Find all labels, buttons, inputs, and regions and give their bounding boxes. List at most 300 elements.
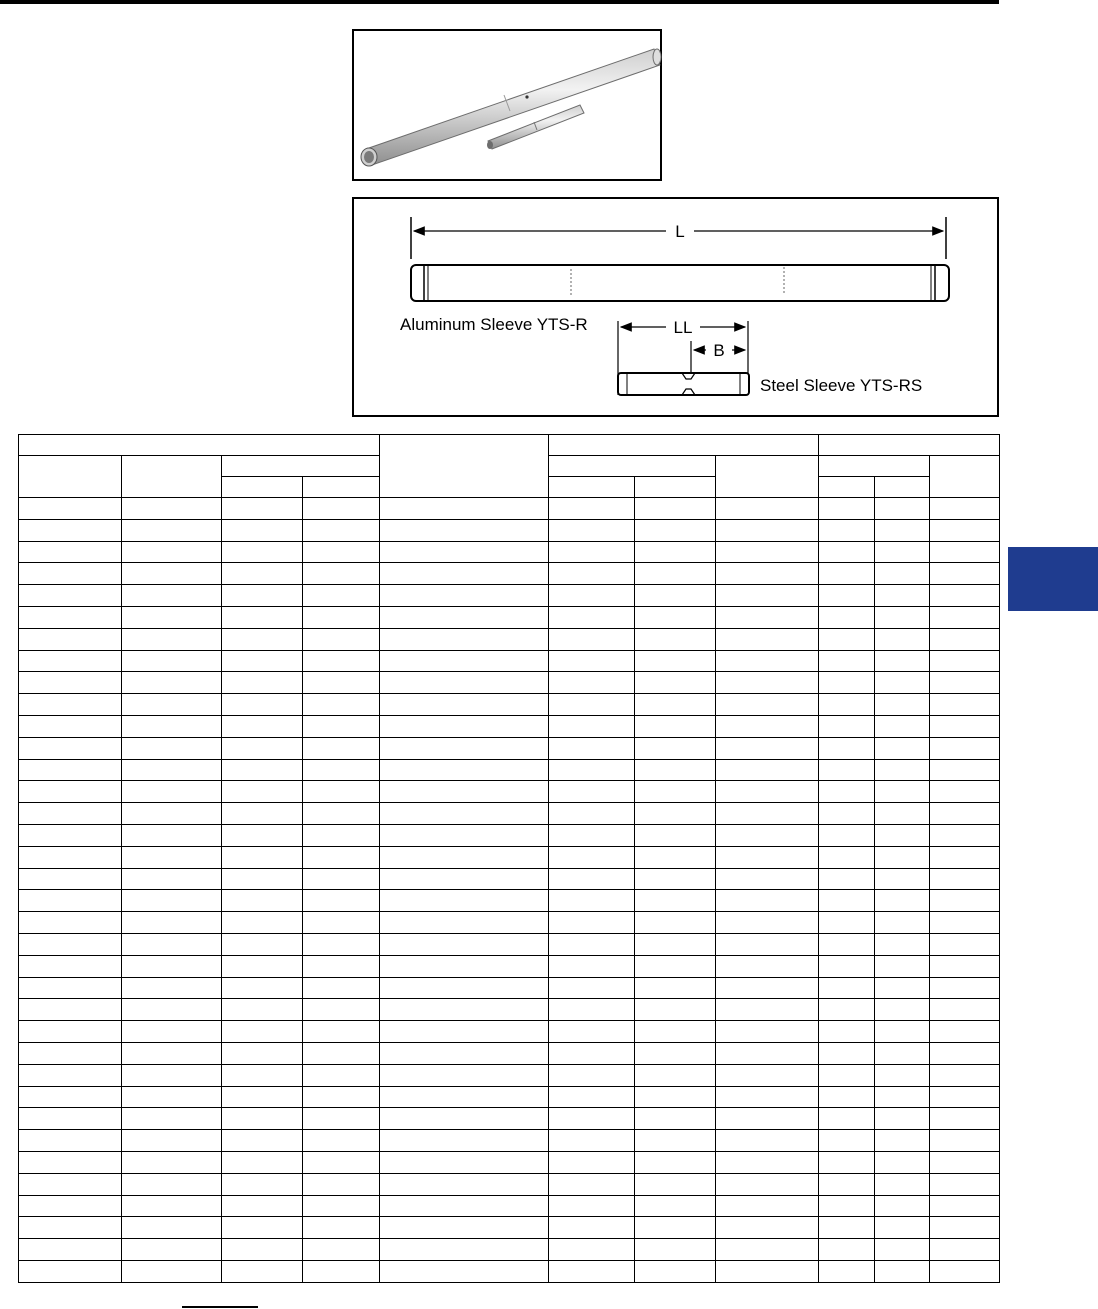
table-cell	[635, 999, 716, 1021]
table-cell	[875, 912, 930, 934]
table-cell	[635, 803, 716, 825]
table-cell	[303, 1217, 380, 1239]
table-cell	[930, 1108, 1000, 1130]
table-cell	[930, 781, 1000, 803]
table-cell	[716, 650, 819, 672]
table-cell	[549, 1042, 635, 1064]
table-cell	[819, 1086, 875, 1108]
table-cell	[635, 1042, 716, 1064]
table-row	[19, 868, 1000, 890]
table-cell	[380, 628, 549, 650]
table-cell	[549, 1173, 635, 1195]
header-cell	[19, 435, 380, 456]
table-cell	[19, 1086, 122, 1108]
table-cell	[122, 1021, 222, 1043]
table-cell	[303, 890, 380, 912]
table-cell	[122, 650, 222, 672]
table-cell	[819, 824, 875, 846]
header-cell	[549, 456, 716, 477]
table-cell	[222, 650, 303, 672]
table-cell	[716, 541, 819, 563]
table-cell	[875, 498, 930, 520]
table-cell	[549, 999, 635, 1021]
table-cell	[380, 781, 549, 803]
table-cell	[549, 628, 635, 650]
table-row	[19, 737, 1000, 759]
table-cell	[635, 694, 716, 716]
table-cell	[819, 541, 875, 563]
table-cell	[819, 1021, 875, 1043]
table-cell	[303, 585, 380, 607]
table-cell	[380, 977, 549, 999]
table-cell	[930, 1021, 1000, 1043]
header-cell	[819, 477, 875, 498]
table-cell	[930, 628, 1000, 650]
table-cell	[819, 1042, 875, 1064]
table-cell	[380, 999, 549, 1021]
table-cell	[303, 541, 380, 563]
dimension-drawing-svg	[354, 199, 1001, 419]
table-cell	[222, 585, 303, 607]
table-cell	[19, 803, 122, 825]
table-cell	[875, 890, 930, 912]
table-cell	[380, 1239, 549, 1261]
table-header-row	[19, 435, 1000, 456]
table-cell	[122, 541, 222, 563]
table-cell	[549, 606, 635, 628]
table-cell	[716, 999, 819, 1021]
table-row	[19, 955, 1000, 977]
table-cell	[875, 1130, 930, 1152]
table-row	[19, 519, 1000, 541]
table-cell	[19, 1217, 122, 1239]
table-cell	[635, 1195, 716, 1217]
table-cell	[222, 1195, 303, 1217]
table-cell	[549, 1021, 635, 1043]
table-cell	[122, 1042, 222, 1064]
table-row	[19, 933, 1000, 955]
footer-rule	[182, 1306, 258, 1308]
table-cell	[635, 1239, 716, 1261]
table-cell	[716, 912, 819, 934]
table-cell	[122, 846, 222, 868]
table-cell	[549, 977, 635, 999]
table-cell	[549, 498, 635, 520]
table-cell	[716, 1130, 819, 1152]
table-cell	[380, 737, 549, 759]
table-cell	[303, 1108, 380, 1130]
table-cell	[875, 933, 930, 955]
table-cell	[303, 1151, 380, 1173]
table-cell	[303, 824, 380, 846]
table-row	[19, 1130, 1000, 1152]
table-cell	[635, 846, 716, 868]
table-cell	[635, 1151, 716, 1173]
header-cell	[819, 456, 930, 477]
table-cell	[875, 999, 930, 1021]
table-cell	[930, 824, 1000, 846]
table-cell	[635, 1217, 716, 1239]
table-cell	[819, 977, 875, 999]
header-cell	[819, 435, 1000, 456]
table-cell	[303, 933, 380, 955]
table-cell	[716, 585, 819, 607]
table-cell	[222, 955, 303, 977]
table-cell	[19, 650, 122, 672]
table-cell	[549, 759, 635, 781]
table-cell	[122, 1108, 222, 1130]
table-cell	[875, 846, 930, 868]
table-cell	[930, 1086, 1000, 1108]
table-cell	[19, 1108, 122, 1130]
table-cell	[549, 868, 635, 890]
table-cell	[222, 933, 303, 955]
table-cell	[222, 759, 303, 781]
aluminum-sleeve-photo	[361, 49, 661, 166]
table-cell	[819, 498, 875, 520]
table-cell	[635, 781, 716, 803]
table-cell	[819, 672, 875, 694]
table-cell	[380, 1042, 549, 1064]
table-cell	[819, 650, 875, 672]
table-cell	[222, 1260, 303, 1282]
table-cell	[380, 606, 549, 628]
table-cell	[930, 650, 1000, 672]
table-cell	[122, 563, 222, 585]
table-cell	[549, 846, 635, 868]
table-cell	[930, 1130, 1000, 1152]
table-cell	[716, 1064, 819, 1086]
table-row	[19, 1260, 1000, 1282]
table-cell	[122, 890, 222, 912]
table-cell	[875, 1042, 930, 1064]
table-cell	[716, 1151, 819, 1173]
sleeve-photo-illustration	[354, 31, 664, 183]
table-cell	[635, 650, 716, 672]
table-cell	[819, 759, 875, 781]
table-cell	[122, 933, 222, 955]
table-row	[19, 563, 1000, 585]
table-cell	[716, 977, 819, 999]
table-cell	[19, 1239, 122, 1261]
table-cell	[222, 1217, 303, 1239]
table-cell	[303, 1064, 380, 1086]
table-cell	[930, 585, 1000, 607]
table-cell	[122, 498, 222, 520]
table-cell	[303, 1195, 380, 1217]
table-cell	[122, 781, 222, 803]
table-cell	[222, 1021, 303, 1043]
table-cell	[380, 585, 549, 607]
table-cell	[303, 628, 380, 650]
table-cell	[819, 912, 875, 934]
table-cell	[19, 694, 122, 716]
table-cell	[819, 1173, 875, 1195]
table-cell	[380, 1130, 549, 1152]
table-cell	[380, 955, 549, 977]
table-cell	[635, 1064, 716, 1086]
table-cell	[303, 1239, 380, 1261]
table-cell	[303, 759, 380, 781]
table-cell	[930, 912, 1000, 934]
table-cell	[19, 1064, 122, 1086]
table-cell	[819, 737, 875, 759]
table-cell	[380, 1021, 549, 1043]
table-cell	[635, 672, 716, 694]
table-cell	[930, 890, 1000, 912]
table-cell	[875, 1064, 930, 1086]
table-cell	[380, 1086, 549, 1108]
table-cell	[19, 541, 122, 563]
table-cell	[635, 519, 716, 541]
table-cell	[19, 628, 122, 650]
table-cell	[19, 846, 122, 868]
table-cell	[222, 628, 303, 650]
table-cell	[222, 694, 303, 716]
table-cell	[222, 541, 303, 563]
table-cell	[19, 912, 122, 934]
table-cell	[549, 803, 635, 825]
table-cell	[549, 1130, 635, 1152]
product-photo	[352, 29, 662, 181]
table-cell	[303, 1130, 380, 1152]
table-cell	[380, 1217, 549, 1239]
table-row	[19, 1217, 1000, 1239]
table-cell	[549, 585, 635, 607]
table-cell	[635, 1173, 716, 1195]
table-cell	[635, 1108, 716, 1130]
table-cell	[222, 999, 303, 1021]
table-cell	[549, 824, 635, 846]
table-cell	[875, 650, 930, 672]
table-row	[19, 824, 1000, 846]
table-cell	[19, 868, 122, 890]
table-cell	[303, 1021, 380, 1043]
table-cell	[222, 672, 303, 694]
table-cell	[222, 1239, 303, 1261]
table-cell	[716, 955, 819, 977]
spec-table	[18, 434, 1000, 1283]
table-cell	[303, 1086, 380, 1108]
table-cell	[875, 563, 930, 585]
table-cell	[635, 1021, 716, 1043]
table-cell	[19, 1260, 122, 1282]
caption-aluminum-sleeve: Aluminum Sleeve YTS-R	[400, 315, 588, 334]
table-cell	[19, 824, 122, 846]
table-cell	[222, 977, 303, 999]
table-cell	[122, 737, 222, 759]
table-cell	[875, 824, 930, 846]
header-cell	[122, 456, 222, 498]
table-cell	[875, 1217, 930, 1239]
table-cell	[635, 824, 716, 846]
table-cell	[549, 955, 635, 977]
table-cell	[930, 715, 1000, 737]
table-cell	[122, 585, 222, 607]
table-cell	[930, 1173, 1000, 1195]
table-cell	[875, 672, 930, 694]
table-row	[19, 1239, 1000, 1261]
table-cell	[635, 606, 716, 628]
table-cell	[222, 1151, 303, 1173]
table-cell	[19, 606, 122, 628]
table-row	[19, 628, 1000, 650]
header-cell	[222, 477, 303, 498]
table-cell	[716, 933, 819, 955]
table-cell	[549, 1239, 635, 1261]
table-cell	[819, 1195, 875, 1217]
table-cell	[716, 1086, 819, 1108]
table-cell	[222, 1086, 303, 1108]
table-cell	[122, 694, 222, 716]
table-cell	[930, 519, 1000, 541]
table-cell	[122, 1086, 222, 1108]
table-cell	[549, 650, 635, 672]
table-cell	[380, 498, 549, 520]
table-cell	[380, 1195, 549, 1217]
table-cell	[549, 1064, 635, 1086]
table-cell	[635, 563, 716, 585]
table-cell	[875, 1151, 930, 1173]
table-cell	[122, 999, 222, 1021]
table-cell	[716, 1260, 819, 1282]
table-cell	[875, 1239, 930, 1261]
table-cell	[19, 585, 122, 607]
header-cell	[875, 477, 930, 498]
table-cell	[380, 672, 549, 694]
table-cell	[19, 737, 122, 759]
table-cell	[380, 803, 549, 825]
table-cell	[875, 803, 930, 825]
table-cell	[380, 890, 549, 912]
table-cell	[716, 694, 819, 716]
header-cell	[19, 456, 122, 498]
table-cell	[222, 1064, 303, 1086]
table-cell	[716, 868, 819, 890]
table-cell	[222, 498, 303, 520]
table-cell	[875, 759, 930, 781]
table-cell	[930, 1151, 1000, 1173]
table-cell	[930, 694, 1000, 716]
table-cell	[930, 977, 1000, 999]
table-cell	[303, 606, 380, 628]
table-cell	[19, 890, 122, 912]
table-cell	[635, 890, 716, 912]
table-cell	[549, 1108, 635, 1130]
table-cell	[303, 650, 380, 672]
table-cell	[930, 1195, 1000, 1217]
table-row	[19, 498, 1000, 520]
table-row	[19, 1108, 1000, 1130]
table-cell	[380, 824, 549, 846]
table-cell	[875, 519, 930, 541]
label-LL: LL	[673, 318, 693, 337]
table-cell	[303, 955, 380, 977]
table-cell	[635, 1260, 716, 1282]
table-cell	[716, 759, 819, 781]
table-cell	[930, 498, 1000, 520]
table-cell	[819, 1217, 875, 1239]
table-cell	[222, 1042, 303, 1064]
table-cell	[635, 868, 716, 890]
table-cell	[222, 890, 303, 912]
aluminum-sleeve-drawing	[411, 265, 949, 301]
table-cell	[380, 846, 549, 868]
table-cell	[549, 541, 635, 563]
table-cell	[819, 999, 875, 1021]
table-cell	[930, 1042, 1000, 1064]
table-cell	[303, 803, 380, 825]
table-cell	[303, 1173, 380, 1195]
table-row	[19, 912, 1000, 934]
table-cell	[303, 694, 380, 716]
header-cell	[549, 435, 819, 456]
section-tab	[1008, 547, 1098, 611]
header-cell	[716, 456, 819, 498]
table-cell	[930, 672, 1000, 694]
table-row	[19, 977, 1000, 999]
table-cell	[716, 803, 819, 825]
table-cell	[222, 824, 303, 846]
table-cell	[222, 868, 303, 890]
table-cell	[875, 1260, 930, 1282]
table-cell	[875, 1173, 930, 1195]
table-cell	[122, 1217, 222, 1239]
table-cell	[380, 541, 549, 563]
table-cell	[819, 694, 875, 716]
table-cell	[19, 1042, 122, 1064]
table-cell	[122, 955, 222, 977]
table-row	[19, 759, 1000, 781]
table-cell	[930, 1260, 1000, 1282]
table-cell	[716, 563, 819, 585]
table-cell	[716, 498, 819, 520]
table-cell	[819, 781, 875, 803]
table-cell	[635, 628, 716, 650]
table-cell	[222, 715, 303, 737]
table-cell	[222, 563, 303, 585]
table-cell	[716, 672, 819, 694]
table-cell	[819, 585, 875, 607]
table-cell	[635, 955, 716, 977]
table-cell	[122, 977, 222, 999]
table-cell	[19, 498, 122, 520]
table-cell	[875, 694, 930, 716]
table-cell	[875, 606, 930, 628]
table-row	[19, 650, 1000, 672]
table-cell	[222, 606, 303, 628]
dimension-drawing	[352, 197, 999, 417]
table-row	[19, 1064, 1000, 1086]
steel-sleeve-drawing	[618, 373, 749, 395]
table-row	[19, 1173, 1000, 1195]
table-cell	[122, 1130, 222, 1152]
table-cell	[930, 563, 1000, 585]
table-cell	[549, 715, 635, 737]
header-cell	[222, 456, 380, 477]
table-cell	[819, 868, 875, 890]
table-cell	[19, 955, 122, 977]
table-cell	[930, 541, 1000, 563]
table-cell	[19, 519, 122, 541]
table-row	[19, 585, 1000, 607]
table-row	[19, 672, 1000, 694]
table-cell	[716, 1021, 819, 1043]
table-cell	[819, 1260, 875, 1282]
table-cell	[122, 1239, 222, 1261]
table-cell	[19, 1021, 122, 1043]
table-cell	[122, 1260, 222, 1282]
